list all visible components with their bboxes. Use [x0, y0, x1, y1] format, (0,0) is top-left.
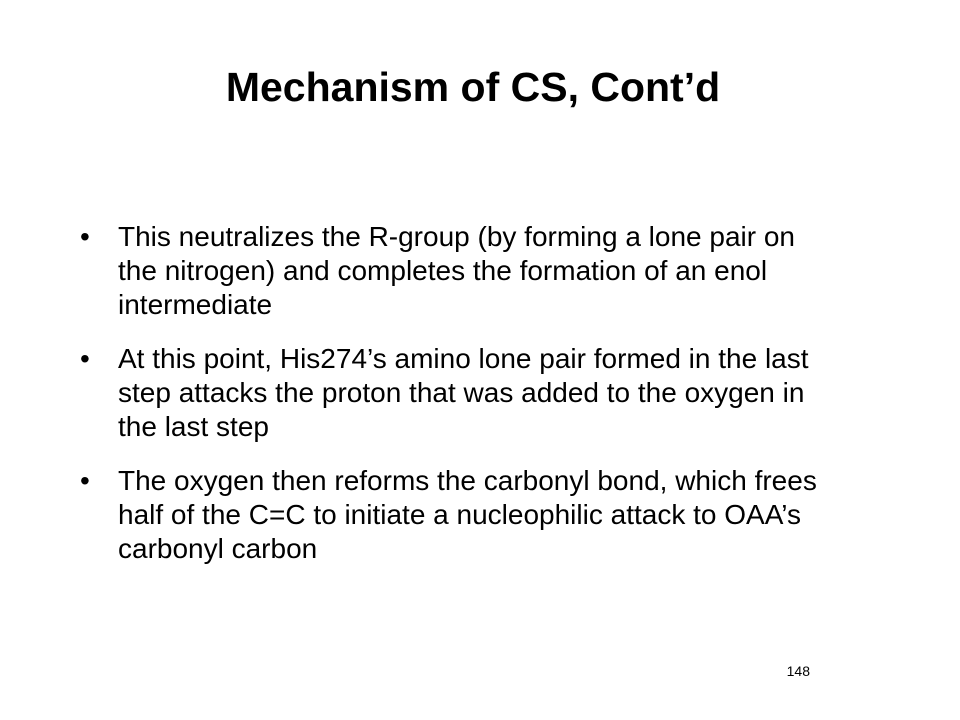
slide-title: Mechanism of CS, Cont’d — [225, 64, 721, 110]
bullet-item — [80, 342, 830, 444]
bullet-text: At this point, His274’s amino lone pair formed in the last step attacks the proton that was added to the oxygen in the last step — [118, 343, 809, 442]
bullet-text: This neutralizes the R-group (by forming a lone pair on the nitrogen) and completes the formation of an enol intermediate — [118, 221, 796, 320]
page-number: 148 — [786, 663, 810, 679]
bullet-list — [80, 220, 830, 586]
bullet-item — [80, 464, 830, 566]
bullet-icon: • — [80, 343, 90, 374]
bullet-icon: • — [80, 221, 90, 252]
bullet-item — [80, 220, 830, 322]
bullet-text: The oxygen then reforms the carbonyl bond, which frees half of the C=C to initiate a nucleophilic attack to OAA’s carbonyl carbon — [118, 465, 817, 564]
bullet-icon: • — [80, 465, 90, 496]
